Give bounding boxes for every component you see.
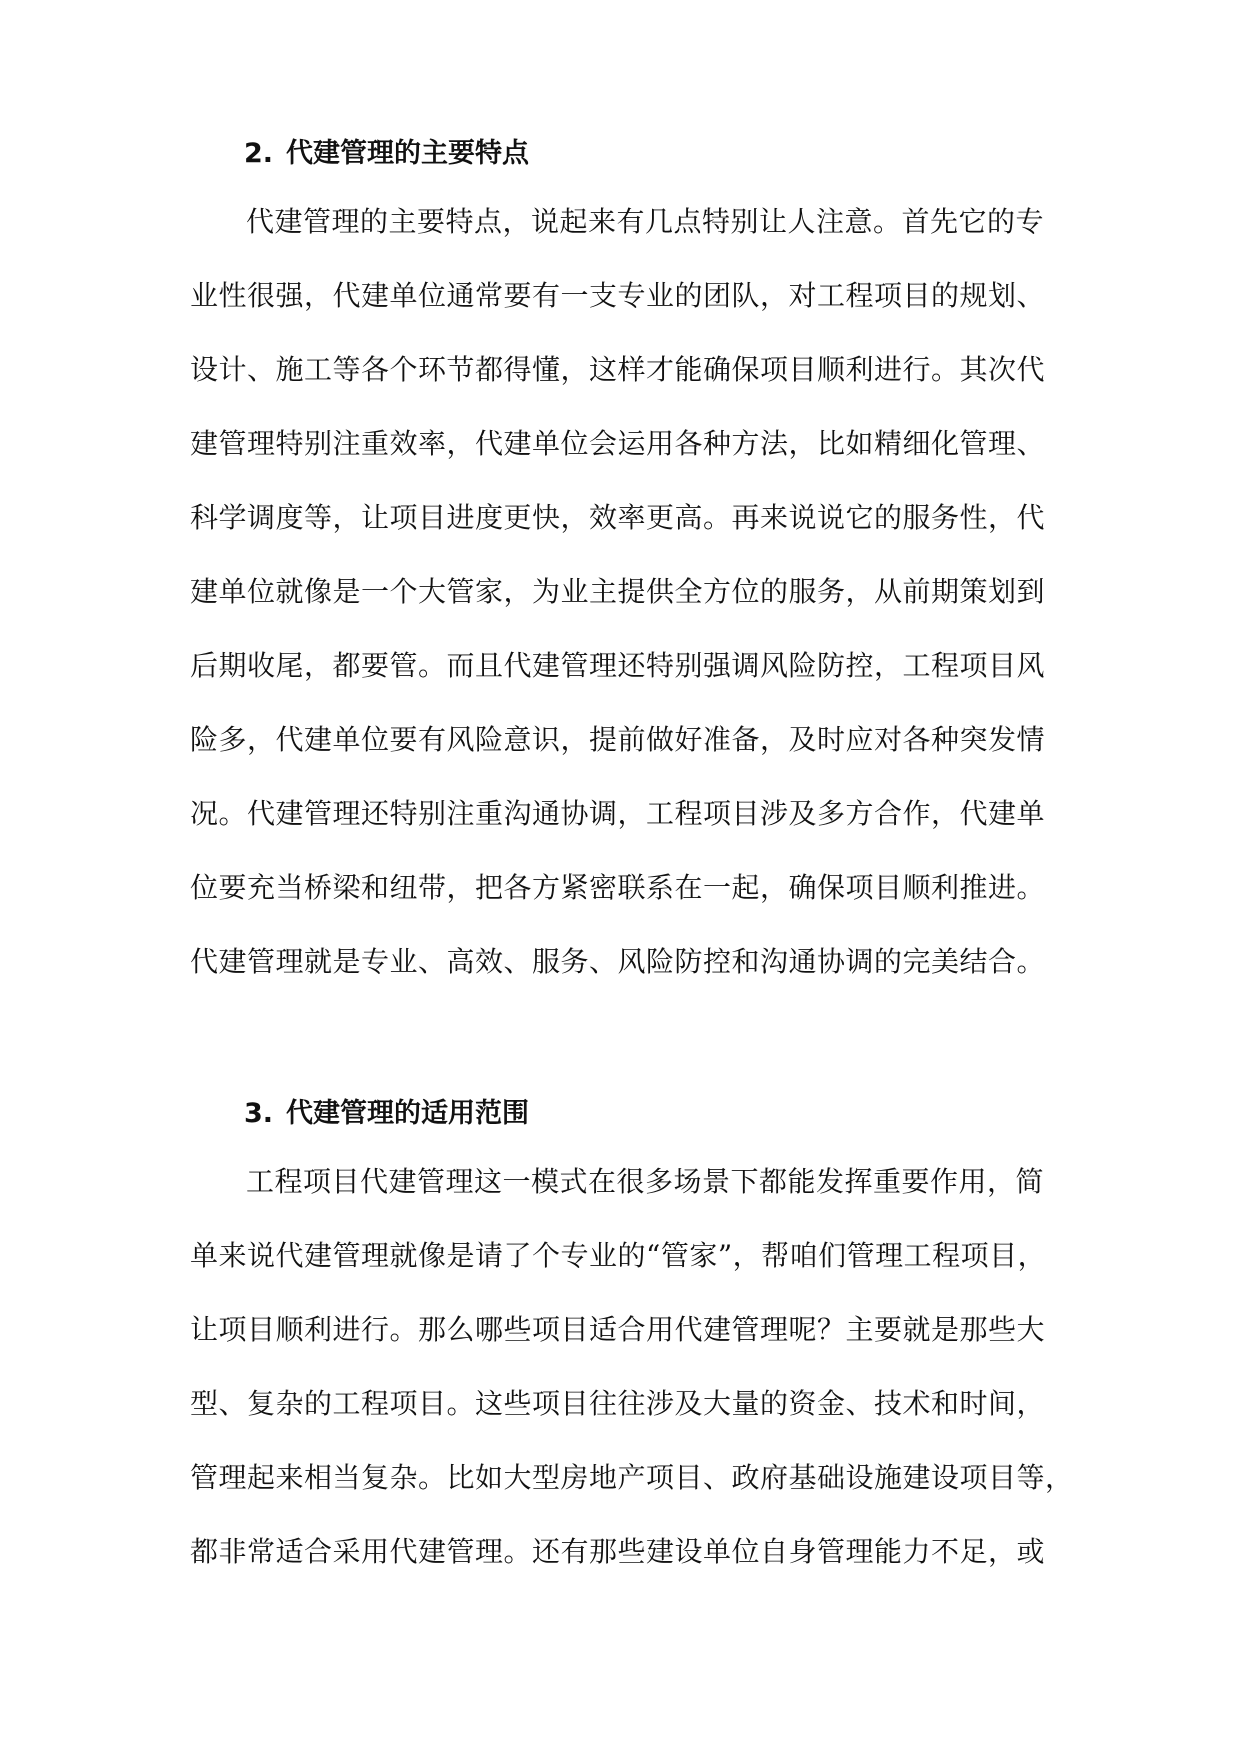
section-3-title: 代建管理的适用范围 [286, 1098, 529, 1129]
paragraph-line: 建管理特别注重效率，代建单位会运用各种方法，比如精细化管理、 [190, 427, 1046, 460]
section-3-number: 3. [244, 1098, 274, 1129]
paragraph-line: 代建管理就是专业、高效、服务、风险防控和沟通协调的完美结合。 [190, 945, 1046, 978]
paragraph-line: 代建管理的主要特点，说起来有几点特别让人注意。首先它的专 [246, 205, 1045, 238]
section-3-heading [244, 1096, 529, 1132]
paragraph-line: 业性很强，代建单位通常要有一支专业的团队，对工程项目的规划、 [190, 279, 1046, 312]
paragraph-line: 险多，代建单位要有风险意识，提前做好准备，及时应对各种突发情 [190, 723, 1046, 756]
section-2-number: 2. [244, 138, 274, 169]
paragraph-line: 管理起来相当复杂。比如大型房地产项目、政府基础设施建设项目等， [190, 1461, 1074, 1494]
paragraph-line: 都非常适合采用代建管理。还有那些建设单位自身管理能力不足，或 [190, 1535, 1046, 1568]
section-2-heading [244, 136, 529, 172]
paragraph-line: 建单位就像是一个大管家，为业主提供全方位的服务，从前期策划到 [190, 575, 1046, 608]
section-3-paragraph [190, 1145, 1074, 1589]
paragraph-line: 让项目顺利进行。那么哪些项目适合用代建管理呢？主要就是那些大 [190, 1313, 1046, 1346]
paragraph-line: 况。代建管理还特别注重沟通协调，工程项目涉及多方合作，代建单 [190, 797, 1046, 830]
paragraph-line: 单来说代建管理就像是请了个专业的“管家”，帮咱们管理工程项目， [190, 1239, 1047, 1272]
section-2-paragraph [190, 185, 1050, 999]
paragraph-line: 科学调度等，让项目进度更快，效率更高。再来说说它的服务性，代 [190, 501, 1046, 534]
section-2-title: 代建管理的主要特点 [286, 138, 529, 169]
paragraph-line: 位要充当桥梁和纽带，把各方紧密联系在一起，确保项目顺利推进。 [190, 871, 1046, 904]
paragraph-line: 工程项目代建管理这一模式在很多场景下都能发挥重要作用，简 [246, 1165, 1045, 1198]
paragraph-line: 型、复杂的工程项目。这些项目往往涉及大量的资金、技术和时间， [190, 1387, 1046, 1420]
paragraph-line: 后期收尾，都要管。而且代建管理还特别强调风险防控，工程项目风 [190, 649, 1046, 682]
paragraph-line: 设计、施工等各个环节都得懂，这样才能确保项目顺利进行。其次代 [190, 353, 1046, 386]
